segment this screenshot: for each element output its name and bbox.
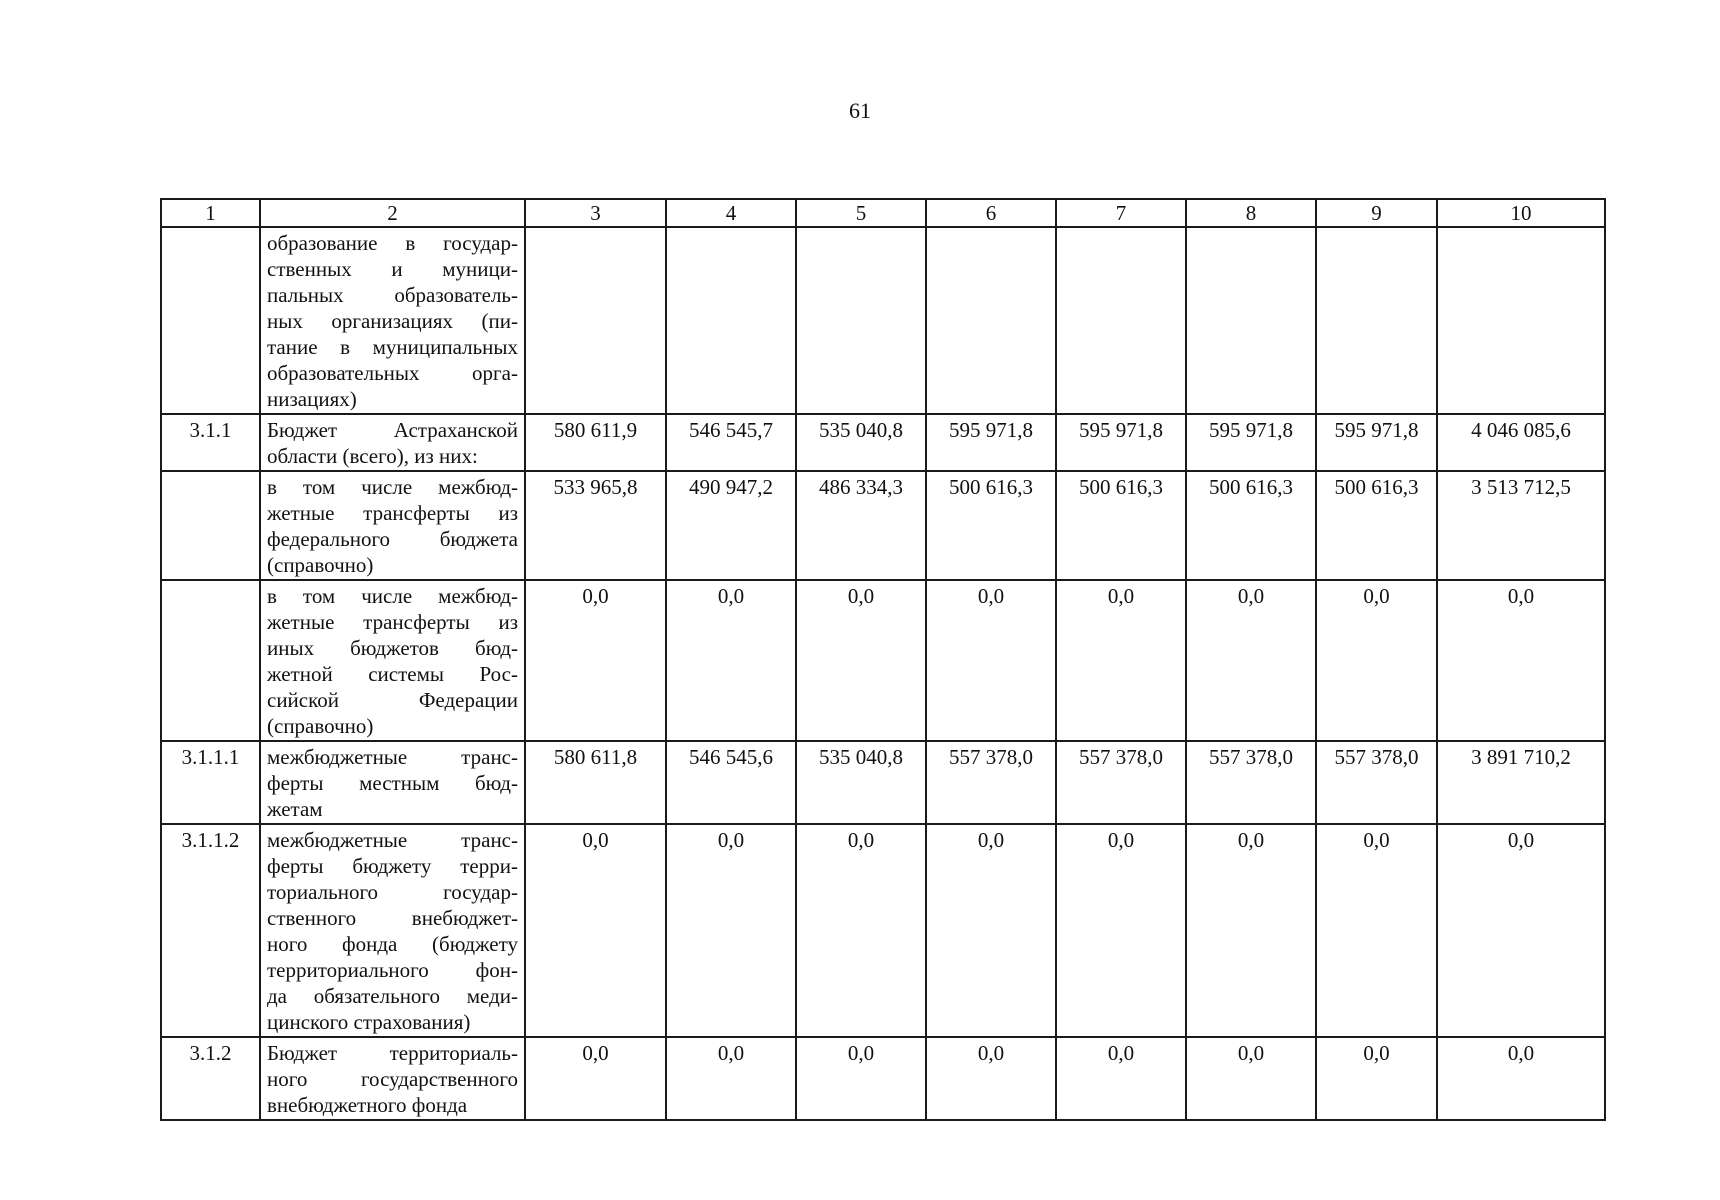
value-cell: 557 378,0	[926, 741, 1056, 824]
value-cell: 557 378,0	[1316, 741, 1437, 824]
value-cell	[796, 227, 926, 414]
row-number-cell	[161, 471, 260, 580]
value-cell: 0,0	[666, 580, 796, 741]
value-cell: 0,0	[666, 1037, 796, 1120]
description-line: межбюджетные транс-	[267, 745, 518, 769]
row-description-cell	[260, 824, 525, 1037]
value-cell: 0,0	[796, 580, 926, 741]
row-number-cell	[161, 227, 260, 414]
value-cell: 0,0	[796, 824, 926, 1037]
value-cell: 557 378,0	[1056, 741, 1186, 824]
description-line: образование в государ-	[267, 231, 518, 255]
value-cell: 0,0	[926, 1037, 1056, 1120]
description-line: ториального государ-	[267, 880, 518, 904]
value-cell: 4 046 085,6	[1437, 414, 1605, 471]
value-cell: 0,0	[1056, 824, 1186, 1037]
value-cell: 486 334,3	[796, 471, 926, 580]
row-number-cell	[161, 580, 260, 741]
header-cell: 6	[926, 199, 1056, 227]
header-cell: 4	[666, 199, 796, 227]
value-cell: 0,0	[1437, 580, 1605, 741]
header-cell: 1	[161, 199, 260, 227]
table-header	[161, 199, 1605, 227]
header-row	[161, 199, 1605, 227]
value-cell: 500 616,3	[1056, 471, 1186, 580]
table-row	[161, 414, 1605, 471]
description-line: пальных образователь-	[267, 283, 518, 307]
row-number-cell: 3.1.1.1	[161, 741, 260, 824]
value-cell: 0,0	[1316, 824, 1437, 1037]
value-cell	[1186, 227, 1316, 414]
value-cell: 535 040,8	[796, 414, 926, 471]
description-line: ного государственного	[267, 1067, 518, 1091]
value-cell: 580 611,8	[525, 741, 666, 824]
description-line: ферты местным бюд-	[267, 771, 518, 795]
header-cell: 9	[1316, 199, 1437, 227]
value-cell: 0,0	[525, 1037, 666, 1120]
row-description-cell	[260, 227, 525, 414]
value-cell: 0,0	[1186, 1037, 1316, 1120]
table-row	[161, 471, 1605, 580]
value-cell: 557 378,0	[1186, 741, 1316, 824]
value-cell	[1316, 227, 1437, 414]
description-line: ферты бюджету терри-	[267, 854, 518, 878]
value-cell: 0,0	[1186, 580, 1316, 741]
description-line: Бюджет территориаль-	[267, 1041, 518, 1065]
header-cell: 2	[260, 199, 525, 227]
value-cell: 500 616,3	[926, 471, 1056, 580]
row-description-cell	[260, 1037, 525, 1120]
value-cell: 0,0	[525, 824, 666, 1037]
description-line: межбюджетные транс-	[267, 828, 518, 852]
description-line: жетам	[267, 797, 323, 821]
table-row	[161, 1037, 1605, 1120]
budget-table	[160, 198, 1606, 1121]
value-cell: 3 891 710,2	[1437, 741, 1605, 824]
description-line: (справочно)	[267, 714, 374, 738]
value-cell: 500 616,3	[1316, 471, 1437, 580]
table-body	[161, 227, 1605, 1120]
value-cell: 0,0	[926, 580, 1056, 741]
value-cell: 500 616,3	[1186, 471, 1316, 580]
value-cell: 0,0	[1437, 1037, 1605, 1120]
page-number: 61	[849, 98, 871, 123]
value-cell: 533 965,8	[525, 471, 666, 580]
description-line: ных организациях (пи-	[267, 309, 518, 333]
description-line: цинского страхования)	[267, 1010, 471, 1034]
value-cell: 535 040,8	[796, 741, 926, 824]
description-line: ного фонда (бюджету	[267, 932, 518, 956]
table-row	[161, 580, 1605, 741]
value-cell: 0,0	[1316, 580, 1437, 741]
value-cell: 0,0	[1056, 1037, 1186, 1120]
value-cell: 546 545,6	[666, 741, 796, 824]
description-line: жетные трансферты из	[267, 610, 518, 634]
description-line: в том числе межбюд-	[267, 475, 518, 499]
description-line: (справочно)	[267, 553, 374, 577]
row-number-cell: 3.1.1.2	[161, 824, 260, 1037]
description-line: жетные трансферты из	[267, 501, 518, 525]
description-line: сийской Федерации	[267, 688, 518, 712]
value-cell: 0,0	[1316, 1037, 1437, 1120]
value-cell: 595 971,8	[1056, 414, 1186, 471]
value-cell: 595 971,8	[926, 414, 1056, 471]
description-line: в том числе межбюд-	[267, 584, 518, 608]
description-line: иных бюджетов бюд-	[267, 636, 518, 660]
description-line: да обязательного меди-	[267, 984, 518, 1008]
row-description-cell	[260, 580, 525, 741]
value-cell	[1056, 227, 1186, 414]
value-cell: 595 971,8	[1186, 414, 1316, 471]
value-cell	[666, 227, 796, 414]
description-line: Бюджет Астраханской	[267, 418, 518, 442]
value-cell: 0,0	[525, 580, 666, 741]
table-row	[161, 824, 1605, 1037]
value-cell: 546 545,7	[666, 414, 796, 471]
description-line: низациях)	[267, 387, 357, 411]
description-line: ственного внебюджет-	[267, 906, 518, 930]
header-cell: 3	[525, 199, 666, 227]
description-line: территориального фон-	[267, 958, 518, 982]
value-cell: 580 611,9	[525, 414, 666, 471]
value-cell	[926, 227, 1056, 414]
value-cell: 595 971,8	[1316, 414, 1437, 471]
table-row	[161, 227, 1605, 414]
description-line: жетной системы Рос-	[267, 662, 518, 686]
description-line: области (всего), из них:	[267, 444, 478, 468]
value-cell: 0,0	[926, 824, 1056, 1037]
value-cell: 0,0	[796, 1037, 926, 1120]
header-cell: 5	[796, 199, 926, 227]
row-description-cell	[260, 741, 525, 824]
value-cell: 490 947,2	[666, 471, 796, 580]
value-cell	[525, 227, 666, 414]
description-line: образовательных орга-	[267, 361, 518, 385]
description-line: внебюджетного фонда	[267, 1093, 468, 1117]
description-line: тание в муниципальных	[267, 335, 518, 359]
header-cell: 10	[1437, 199, 1605, 227]
header-cell: 8	[1186, 199, 1316, 227]
row-number-cell: 3.1.2	[161, 1037, 260, 1120]
row-number-cell: 3.1.1	[161, 414, 260, 471]
value-cell	[1437, 227, 1605, 414]
value-cell: 0,0	[1056, 580, 1186, 741]
description-line: федерального бюджета	[267, 527, 518, 551]
value-cell: 3 513 712,5	[1437, 471, 1605, 580]
value-cell: 0,0	[1186, 824, 1316, 1037]
value-cell: 0,0	[666, 824, 796, 1037]
header-cell: 7	[1056, 199, 1186, 227]
description-line: ственных и муници-	[267, 257, 518, 281]
row-description-cell	[260, 414, 525, 471]
table-row	[161, 741, 1605, 824]
value-cell: 0,0	[1437, 824, 1605, 1037]
row-description-cell	[260, 471, 525, 580]
